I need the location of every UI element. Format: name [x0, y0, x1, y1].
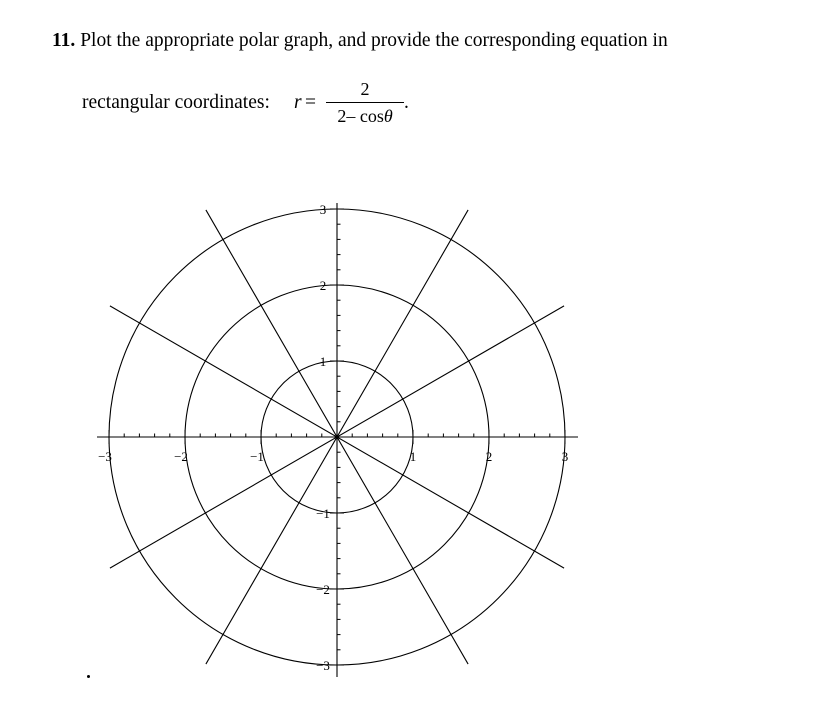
x-tick-label: −2: [174, 449, 188, 464]
y-tick-label: 1: [319, 354, 327, 369]
y-tick-label: −2: [316, 582, 330, 597]
y-tick-label: 2: [319, 278, 327, 293]
stray-dot: [87, 675, 90, 678]
problem-number: 11.: [52, 30, 76, 51]
fraction-numerator: 2: [360, 79, 370, 99]
x-tick-label: 2: [485, 449, 493, 464]
y-tick-label: −1: [316, 506, 330, 521]
denominator-theta: θ: [383, 106, 393, 126]
equation-prefix: rectangular coordinates:: [82, 92, 270, 113]
x-tick-label: 1: [409, 449, 417, 464]
problem-text: Plot the appropriate polar graph, and provide the corresponding equation in: [80, 30, 668, 51]
equation-equals: =: [305, 92, 316, 113]
equation-period: .: [404, 92, 409, 113]
denominator-prefix: 2– cos: [337, 106, 384, 126]
x-tick-label: −3: [98, 449, 112, 464]
x-tick-label: −1: [250, 449, 264, 464]
x-tick-label: 3: [561, 449, 569, 464]
y-tick-label: −3: [316, 658, 330, 673]
y-tick-label: 3: [319, 202, 327, 217]
equation-r: r: [294, 92, 302, 113]
